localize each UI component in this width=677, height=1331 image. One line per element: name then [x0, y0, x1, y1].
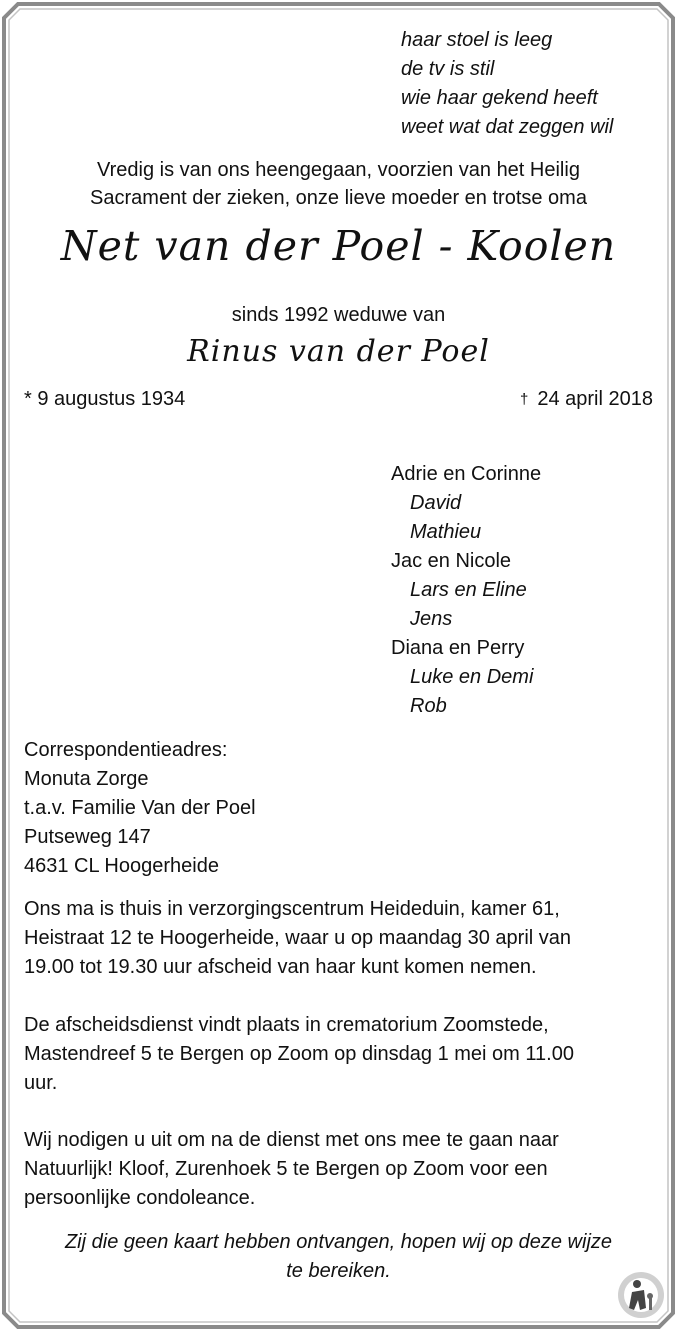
- paragraph-line: Mastendreef 5 te Bergen op Zoom op dinsdag 1 mei om 11.00: [24, 1043, 574, 1065]
- family-member: Adrie en Corinne: [391, 463, 542, 485]
- birth-date: * 9 augustus 1934: [24, 388, 186, 410]
- publisher-logo-icon: [616, 1270, 666, 1320]
- paragraph-line: 19.00 tot 19.30 uur afscheid van haar kunt komen nemen.: [24, 956, 537, 978]
- correspondence-address: [24, 736, 256, 881]
- service-paragraph: [24, 1011, 654, 1098]
- intro-text: [0, 156, 677, 212]
- paragraph-line: Heistraat 12 te Hoogerheide, waar u op maandag 30 april van: [24, 927, 572, 949]
- family-list: [391, 460, 541, 721]
- paragraph-line: Natuurlijk! Kloof, Zurenhoek 5 te Bergen op Zoom voor een: [24, 1158, 548, 1180]
- closing-note: [0, 1228, 677, 1286]
- address-line: Correspondentieadres:: [24, 739, 228, 761]
- condolence-paragraph: [24, 1126, 654, 1213]
- closing-line: Zij die geen kaart hebben ontvangen, hopen wij op deze wijze: [64, 1231, 613, 1253]
- paragraph-line: Ons ma is thuis in verzorgingscentrum Heideduin, kamer 61,: [24, 898, 560, 920]
- grandchild: David: [410, 492, 462, 514]
- grandchild: Jens: [410, 608, 453, 630]
- paragraph-line: persoonlijke condoleance.: [24, 1187, 256, 1209]
- intro-line: Vredig is van ons heengegaan, voorzien van het Heilig: [97, 159, 580, 181]
- poem-line: haar stoel is leeg: [401, 29, 553, 51]
- cross-icon: †: [520, 391, 529, 408]
- deceased-name: Net van der Poel - Koolen: [60, 222, 617, 270]
- death-date-text: 24 april 2018: [537, 388, 653, 410]
- family-member: Jac en Nicole: [391, 550, 512, 572]
- closing-line: te bereiken.: [286, 1260, 391, 1282]
- poem-line: weet wat dat zeggen wil: [401, 116, 614, 138]
- viewing-paragraph: [24, 895, 654, 982]
- husband-name: Rinus van der Poel: [187, 334, 490, 369]
- grandchild: Rob: [410, 695, 447, 717]
- intro-line: Sacrament der zieken, onze lieve moeder en trotse oma: [90, 187, 587, 209]
- paragraph-line: De afscheidsdienst vindt plaats in crematorium Zoomstede,: [24, 1014, 549, 1036]
- paragraph-line: Wij nodigen u uit om na de dienst met ons mee te gaan naar: [24, 1129, 559, 1151]
- address-line: Putseweg 147: [24, 826, 151, 848]
- family-member: Diana en Perry: [391, 637, 525, 659]
- poem: [401, 26, 613, 142]
- paragraph-line: uur.: [24, 1072, 58, 1094]
- address-line: Monuta Zorge: [24, 768, 149, 790]
- poem-line: wie haar gekend heeft: [401, 87, 598, 109]
- poem-line: de tv is stil: [401, 58, 495, 80]
- grandchild: Mathieu: [410, 521, 482, 543]
- death-date: [520, 388, 653, 411]
- widow-line: sinds 1992 weduwe van: [231, 304, 446, 326]
- address-line: t.a.v. Familie Van der Poel: [24, 797, 256, 819]
- address-line: 4631 CL Hoogerheide: [24, 855, 219, 877]
- grandchild: Luke en Demi: [410, 666, 534, 688]
- grandchild: Lars en Eline: [410, 579, 527, 601]
